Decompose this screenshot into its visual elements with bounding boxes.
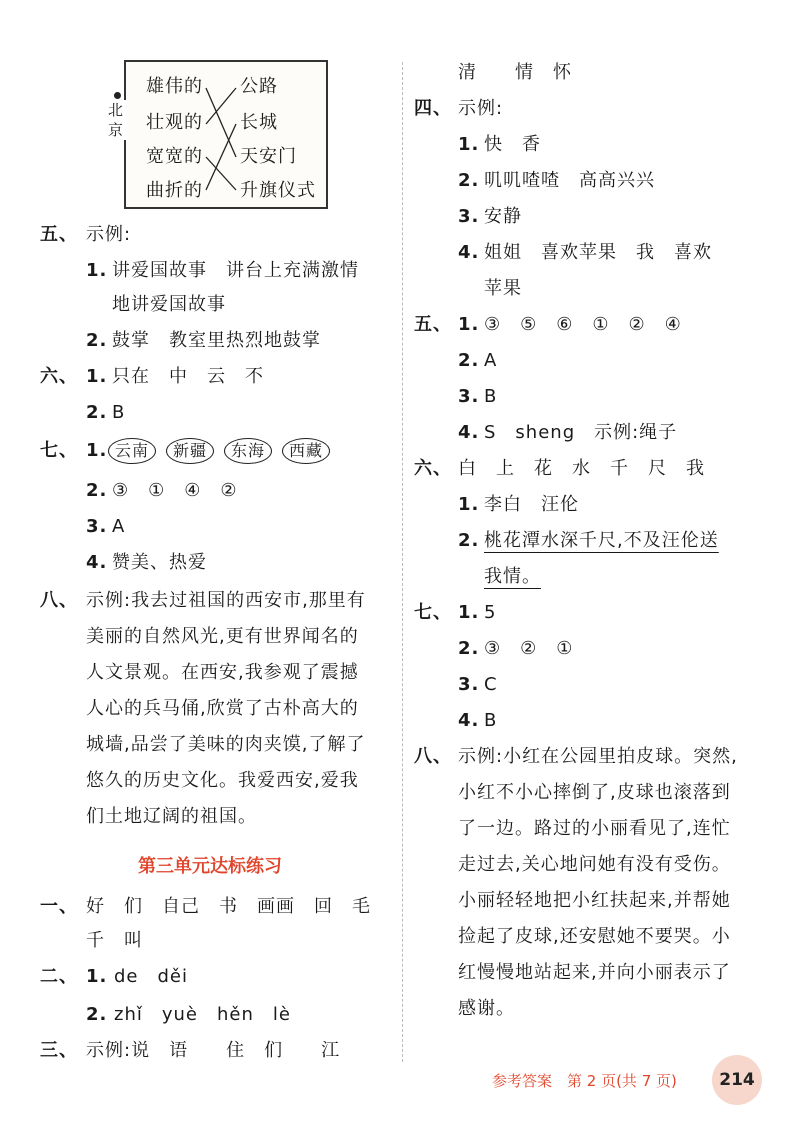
label: 1. [458,602,480,623]
right-q8-line: 了一边。路过的小丽看见了,连忙 [458,818,731,839]
left-q7-number: 七、 [40,440,78,461]
right-q4-title: 示例: [458,98,504,119]
right-q8-line: 感谢。 [458,998,515,1019]
left-q5-title: 示例: [86,224,132,245]
map-left-3: 宽宽的 [146,146,203,167]
right-q5-number: 五、 [414,314,452,335]
left-s1-number: 一、 [40,896,78,917]
map-pin-icon [114,92,121,99]
circled-word: 东海 [224,438,272,464]
label: 2. [86,1004,108,1025]
left-s2-answer-2: zhǐ yuè hěn lè [114,1004,291,1025]
left-s2-answer-1: de děi [114,966,189,987]
map-left-4: 曲折的 [146,180,203,201]
left-q7-circled-answers [108,438,340,464]
left-q8-line: 城墙,品尝了美味的肉夹馍,了解了 [86,734,366,755]
circled-word: 云南 [108,438,156,464]
right-q7-answer-1: 5 [484,602,497,623]
right-q7-answer-3: C [484,674,498,695]
label: 2. [86,480,108,501]
label: 4. [86,552,108,573]
map-right-3: 天安门 [240,146,297,167]
label: 1. [86,366,108,387]
left-q8-line: 人心的兵马俑,欣赏了古朴高大的 [86,698,359,719]
label: 1. [458,494,480,515]
right-q6-line: 白 上 花 水 千 尺 我 [458,458,705,479]
right-q4-answer-4: 姐姐 喜欢苹果 我 喜欢 [484,242,712,263]
right-q5-answer-1: ③ ⑤ ⑥ ① ② ④ [484,314,682,335]
right-q6-answer-1: 李白 汪伦 [484,494,579,515]
label: 1. [458,134,480,155]
left-q8-line: 美丽的自然风光,更有世界闻名的 [86,626,359,647]
right-q6-number: 六、 [414,458,452,479]
label: 3. [86,516,108,537]
left-q5-number: 五、 [40,224,78,245]
left-s1-line-1: 好 们 自己 书 画画 回 毛 [86,896,371,917]
map-place-label: 北京 [108,100,126,140]
right-q8-line: 小丽轻轻地把小红扶起来,并帮她 [458,890,731,911]
map-right-1: 公路 [240,76,278,97]
right-q5-answer-2: A [484,350,498,371]
right-q8-line: 示例:小红在公园里拍皮球。突然, [458,746,738,767]
right-q6-answer-2b: 我情。 [484,566,541,587]
right-q4-answer-2: 叽叽喳喳 高高兴兴 [484,170,655,191]
right-top-line: 清 情 怀 [458,62,572,83]
left-q8-number: 八、 [40,590,78,611]
left-q5-answer-2: 鼓掌 教室里热烈地鼓掌 [112,330,321,351]
right-q8-line: 红慢慢地站起来,并向小丽表示了 [458,962,731,983]
label: 2. [458,530,480,551]
left-q5-answer-1b: 地讲爱国故事 [112,294,226,315]
right-q8-number: 八、 [414,746,452,767]
left-q6-number: 六、 [40,366,78,387]
circled-word: 新疆 [166,438,214,464]
right-q7-answer-4: B [484,710,498,731]
section-heading: 第三单元达标练习 [138,856,282,877]
left-q7-answer-4: 赞美、热爱 [112,552,207,573]
label: 4. [458,422,480,443]
label: 1. [86,260,108,281]
label: 1. [86,966,108,987]
label: 4. [458,242,480,263]
left-q8-line: 人文景观。在西安,我参观了震撼 [86,662,359,683]
left-q7-answer-3: A [112,516,126,537]
left-s3-number: 三、 [40,1040,78,1061]
left-s1-line-2: 千 叫 [86,930,143,951]
map-right-2: 长城 [240,112,278,133]
left-q8-line: 示例:我去过祖国的西安市,那里有 [86,590,366,611]
right-q8-line: 小红不小心摔倒了,皮球也滚落到 [458,782,731,803]
label: 1. [86,440,108,461]
label: 2. [458,350,480,371]
right-q6-answer-2: 桃花潭水深千尺,不及汪伦送 [484,530,719,551]
label: 3. [458,674,480,695]
label: 3. [458,386,480,407]
matching-map-box [124,60,328,209]
right-q4-answer-3: 安静 [484,206,522,227]
right-q4-number: 四、 [414,98,452,119]
label: 2. [458,638,480,659]
left-s3-line: 示例:说 语 住 们 江 [86,1040,341,1061]
label: 4. [458,710,480,731]
map-right-4: 升旗仪式 [240,180,316,201]
label: 3. [458,206,480,227]
column-divider [402,62,403,1062]
left-q5-answer-1: 讲爱国故事 讲台上充满激情 [112,260,359,281]
left-q6-answer-1: 只在 中 云 不 [112,366,264,387]
left-q8-line: 们土地辽阔的祖国。 [86,806,257,827]
right-q8-line: 走过去,关心地问她有没有受伤。 [458,854,731,875]
label: 2. [86,330,108,351]
right-q7-answer-2: ③ ② ① [484,638,574,659]
label: 2. [458,170,480,191]
map-left-1: 雄伟的 [146,76,203,97]
right-q8-line: 捡起了皮球,还安慰她不要哭。小 [458,926,731,947]
label: 2. [86,402,108,423]
right-q5-answer-4: S sheng 示例:绳子 [484,422,678,443]
circled-word: 西藏 [282,438,330,464]
map-left-2: 壮观的 [146,112,203,133]
left-q8-line: 悠久的历史文化。我爱西安,爱我 [86,770,359,791]
footer-text: 参考答案 第 2 页(共 7 页) [492,1072,677,1090]
page-number-badge: 214 [712,1055,762,1105]
left-s2-number: 二、 [40,966,78,987]
right-q4-answer-1: 快 香 [484,134,541,155]
left-q6-answer-2: B [112,402,126,423]
left-q7-answer-2: ③ ① ④ ② [112,480,238,501]
label: 1. [458,314,480,335]
right-q4-answer-4b: 苹果 [484,278,522,299]
right-q5-answer-3: B [484,386,498,407]
right-q7-number: 七、 [414,602,452,623]
